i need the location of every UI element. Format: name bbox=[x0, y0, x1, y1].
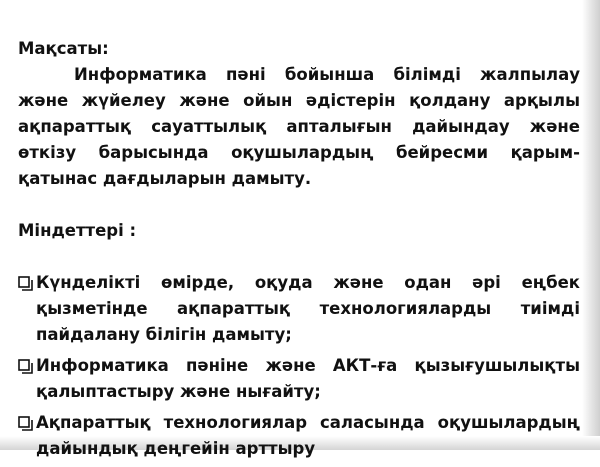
task-item bbox=[18, 410, 580, 462]
goal-text: Информатика пәні бойынша білімді жалпылау және жүйелеу және ойын әдістерін қолдану арқылы ақпараттық сауаттылық апталығын дайындау және өткізу барысында оқушылардың бейресми қарым-қатынас дағдыларын дамыту. bbox=[18, 65, 580, 188]
checkbox-bullet-icon bbox=[18, 276, 33, 291]
slide-content bbox=[18, 36, 580, 467]
slide-edge-shadow-right bbox=[582, 0, 600, 450]
task-item-text: Информатика пәніне және АКТ-ға қызығушылықты қалыптастыру және нығайту; bbox=[36, 356, 580, 401]
goal-heading: Мақсаты: bbox=[18, 39, 109, 58]
task-item bbox=[18, 270, 580, 348]
section-spacer bbox=[18, 244, 580, 270]
section-spacer bbox=[18, 192, 580, 218]
checkbox-bullet-icon bbox=[18, 416, 33, 431]
task-item-text: Күнделікті өмірде, оқуда және одан әрі еңбек қызметінде ақпараттық технологияларды тиімді пайдалану білігін дамыту; bbox=[36, 273, 580, 344]
tasks-list bbox=[18, 270, 580, 462]
tasks-heading: Міндеттері : bbox=[18, 221, 137, 240]
task-item-text: Ақпараттық технологиялар саласында оқушылардың дайындық деңгейін арттыру bbox=[36, 413, 580, 458]
task-item bbox=[18, 353, 580, 405]
checkbox-bullet-icon bbox=[18, 359, 33, 374]
